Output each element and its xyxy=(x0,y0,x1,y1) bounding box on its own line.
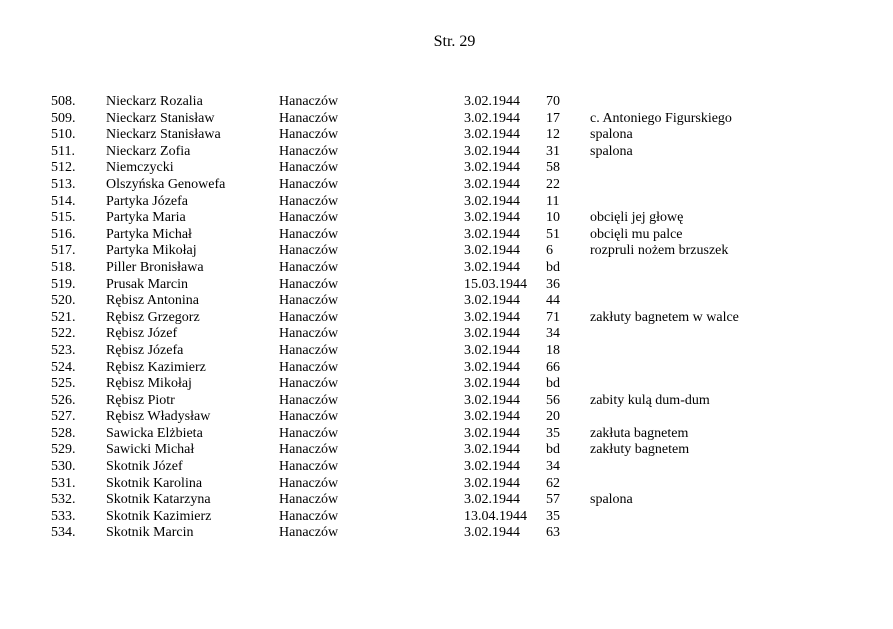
person-name: Piller Bronisława xyxy=(106,259,204,275)
row-number: 509. xyxy=(51,110,76,126)
page-number: Str. 29 xyxy=(433,33,476,50)
place: Hanaczów xyxy=(279,409,339,425)
row-number: 516. xyxy=(51,226,76,242)
age: bd xyxy=(546,442,560,458)
date: 3.02.1944 xyxy=(464,392,520,408)
person-name: Nieckarz Zofia xyxy=(106,143,191,159)
list-row xyxy=(0,177,893,194)
age: 44 xyxy=(546,293,560,309)
place: Hanaczów xyxy=(279,492,339,508)
date: 3.02.1944 xyxy=(464,425,520,441)
list-row xyxy=(0,360,893,377)
list-row xyxy=(0,409,893,426)
row-number: 534. xyxy=(51,525,76,541)
person-name: Skotnik Kazimierz xyxy=(106,508,212,524)
list-row xyxy=(0,442,893,459)
list-row xyxy=(0,243,893,260)
person-name: Rębisz Mikołaj xyxy=(106,376,192,392)
date: 3.02.1944 xyxy=(464,309,520,325)
list-row xyxy=(0,194,893,211)
row-number: 513. xyxy=(51,176,76,192)
list-row xyxy=(0,459,893,476)
person-name: Rębisz Kazimierz xyxy=(106,359,206,375)
note: zakłuty bagnetem xyxy=(590,442,690,458)
place: Hanaczów xyxy=(279,508,339,524)
person-name: Niemczycki xyxy=(106,160,174,176)
person-name: Skotnik Józef xyxy=(106,459,183,475)
row-number: 529. xyxy=(51,442,76,458)
date: 3.02.1944 xyxy=(464,259,520,275)
date: 3.02.1944 xyxy=(464,243,520,259)
age: 6 xyxy=(546,243,553,259)
list-row xyxy=(0,111,893,128)
place: Hanaczów xyxy=(279,342,339,358)
row-number: 527. xyxy=(51,409,76,425)
row-number: 511. xyxy=(51,143,75,159)
date: 3.02.1944 xyxy=(464,94,520,109)
date: 3.02.1944 xyxy=(464,342,520,358)
age: 11 xyxy=(546,193,560,209)
place: Hanaczów xyxy=(279,143,339,159)
row-number: 526. xyxy=(51,392,76,408)
date: 3.02.1944 xyxy=(464,409,520,425)
row-number: 520. xyxy=(51,293,76,309)
row-number: 524. xyxy=(51,359,76,375)
list-row xyxy=(0,210,893,227)
row-number: 531. xyxy=(51,475,76,491)
person-name: Rębisz Antonina xyxy=(106,293,199,309)
row-number: 528. xyxy=(51,425,76,441)
age: 18 xyxy=(546,342,560,358)
list-row xyxy=(0,310,893,327)
age: 34 xyxy=(546,326,560,342)
date: 3.02.1944 xyxy=(464,475,520,491)
person-name: Nieckarz Stanisława xyxy=(106,127,221,143)
row-number: 523. xyxy=(51,342,76,358)
person-name: Rębisz Józefa xyxy=(106,342,184,358)
date: 3.02.1944 xyxy=(464,210,520,226)
age: bd xyxy=(546,376,560,392)
age: 57 xyxy=(546,492,560,508)
place: Hanaczów xyxy=(279,442,339,458)
age: 35 xyxy=(546,508,560,524)
place: Hanaczów xyxy=(279,475,339,491)
person-name: Prusak Marcin xyxy=(106,276,189,292)
date: 3.02.1944 xyxy=(464,326,520,342)
place: Hanaczów xyxy=(279,392,339,408)
date: 3.02.1944 xyxy=(464,359,520,375)
row-number: 525. xyxy=(51,376,76,392)
place: Hanaczów xyxy=(279,293,339,309)
person-name: Skotnik Karolina xyxy=(106,475,203,491)
age: 58 xyxy=(546,160,560,176)
place: Hanaczów xyxy=(279,243,339,259)
age: 71 xyxy=(546,309,560,325)
place: Hanaczów xyxy=(279,226,339,242)
row-number: 532. xyxy=(51,492,76,508)
list-row xyxy=(0,509,893,526)
row-number: 508. xyxy=(51,94,76,109)
person-name: Nieckarz Stanisław xyxy=(106,110,215,126)
note: spalona xyxy=(590,143,633,159)
person-name: Partyka Mikołaj xyxy=(106,243,197,259)
note: obcięli mu palce xyxy=(590,226,683,242)
person-name: Skotnik Katarzyna xyxy=(106,492,211,508)
place: Hanaczów xyxy=(279,193,339,209)
list-row xyxy=(0,525,893,542)
row-number: 519. xyxy=(51,276,76,292)
place: Hanaczów xyxy=(279,326,339,342)
list-row xyxy=(0,160,893,177)
list-row xyxy=(0,260,893,277)
row-number: 533. xyxy=(51,508,76,524)
person-name: Partyka Józefa xyxy=(106,193,189,209)
age: bd xyxy=(546,259,560,275)
person-name: Rębisz Józef xyxy=(106,326,178,342)
place: Hanaczów xyxy=(279,376,339,392)
age: 51 xyxy=(546,226,560,242)
date: 3.02.1944 xyxy=(464,160,520,176)
date: 3.02.1944 xyxy=(464,525,520,541)
age: 12 xyxy=(546,127,560,143)
victims-list xyxy=(0,94,893,542)
list-row xyxy=(0,376,893,393)
person-name: Olszyńska Genowefa xyxy=(106,176,226,192)
date: 3.02.1944 xyxy=(464,110,520,126)
place: Hanaczów xyxy=(279,309,339,325)
list-row xyxy=(0,144,893,161)
row-number: 512. xyxy=(51,160,76,176)
list-row xyxy=(0,426,893,443)
date: 15.03.1944 xyxy=(464,276,527,292)
date: 3.02.1944 xyxy=(464,143,520,159)
place: Hanaczów xyxy=(279,176,339,192)
age: 62 xyxy=(546,475,560,491)
date: 3.02.1944 xyxy=(464,293,520,309)
note: obcięli jej głowę xyxy=(590,210,684,226)
date: 3.02.1944 xyxy=(464,193,520,209)
place: Hanaczów xyxy=(279,259,339,275)
place: Hanaczów xyxy=(279,94,339,109)
age: 22 xyxy=(546,176,560,192)
row-number: 515. xyxy=(51,210,76,226)
age: 10 xyxy=(546,210,560,226)
note: c. Antoniego Figurskiego xyxy=(590,110,732,126)
person-name: Nieckarz Rozalia xyxy=(106,94,203,109)
row-number: 510. xyxy=(51,127,76,143)
age: 56 xyxy=(546,392,560,408)
person-name: Skotnik Marcin xyxy=(106,525,194,541)
note: zabity kulą dum-dum xyxy=(590,392,710,408)
place: Hanaczów xyxy=(279,276,339,292)
person-name: Partyka Michał xyxy=(106,226,192,242)
note: zakłuta bagnetem xyxy=(590,425,689,441)
list-row xyxy=(0,127,893,144)
age: 34 xyxy=(546,459,560,475)
person-name: Rębisz Piotr xyxy=(106,392,175,408)
age: 35 xyxy=(546,425,560,441)
list-row xyxy=(0,326,893,343)
person-name: Rębisz Grzegorz xyxy=(106,309,200,325)
row-number: 514. xyxy=(51,193,76,209)
date: 3.02.1944 xyxy=(464,226,520,242)
list-row xyxy=(0,393,893,410)
place: Hanaczów xyxy=(279,127,339,143)
list-row xyxy=(0,492,893,509)
place: Hanaczów xyxy=(279,359,339,375)
date: 3.02.1944 xyxy=(464,127,520,143)
list-row xyxy=(0,227,893,244)
age: 20 xyxy=(546,409,560,425)
note: rozpruli nożem brzuszek xyxy=(590,243,729,259)
row-number: 530. xyxy=(51,459,76,475)
place: Hanaczów xyxy=(279,110,339,126)
row-number: 518. xyxy=(51,259,76,275)
date: 3.02.1944 xyxy=(464,459,520,475)
date: 3.02.1944 xyxy=(464,492,520,508)
place: Hanaczów xyxy=(279,459,339,475)
date: 3.02.1944 xyxy=(464,442,520,458)
note: spalona xyxy=(590,492,633,508)
note: spalona xyxy=(590,127,633,143)
person-name: Sawicka Elżbieta xyxy=(106,425,203,441)
place: Hanaczów xyxy=(279,425,339,441)
list-row xyxy=(0,94,893,111)
list-row xyxy=(0,476,893,493)
date: 3.02.1944 xyxy=(464,376,520,392)
person-name: Partyka Maria xyxy=(106,210,186,226)
note: zakłuty bagnetem w walce xyxy=(590,309,739,325)
date: 3.02.1944 xyxy=(464,176,520,192)
place: Hanaczów xyxy=(279,160,339,176)
age: 17 xyxy=(546,110,560,126)
list-row xyxy=(0,293,893,310)
age: 63 xyxy=(546,525,560,541)
list-row xyxy=(0,277,893,294)
date: 13.04.1944 xyxy=(464,508,527,524)
person-name: Rębisz Władysław xyxy=(106,409,211,425)
age: 31 xyxy=(546,143,560,159)
person-name: Sawicki Michał xyxy=(106,442,195,458)
row-number: 517. xyxy=(51,243,76,259)
age: 66 xyxy=(546,359,560,375)
list-row xyxy=(0,343,893,360)
age: 70 xyxy=(546,94,560,109)
row-number: 522. xyxy=(51,326,76,342)
place: Hanaczów xyxy=(279,210,339,226)
row-number: 521. xyxy=(51,309,76,325)
age: 36 xyxy=(546,276,560,292)
place: Hanaczów xyxy=(279,525,339,541)
